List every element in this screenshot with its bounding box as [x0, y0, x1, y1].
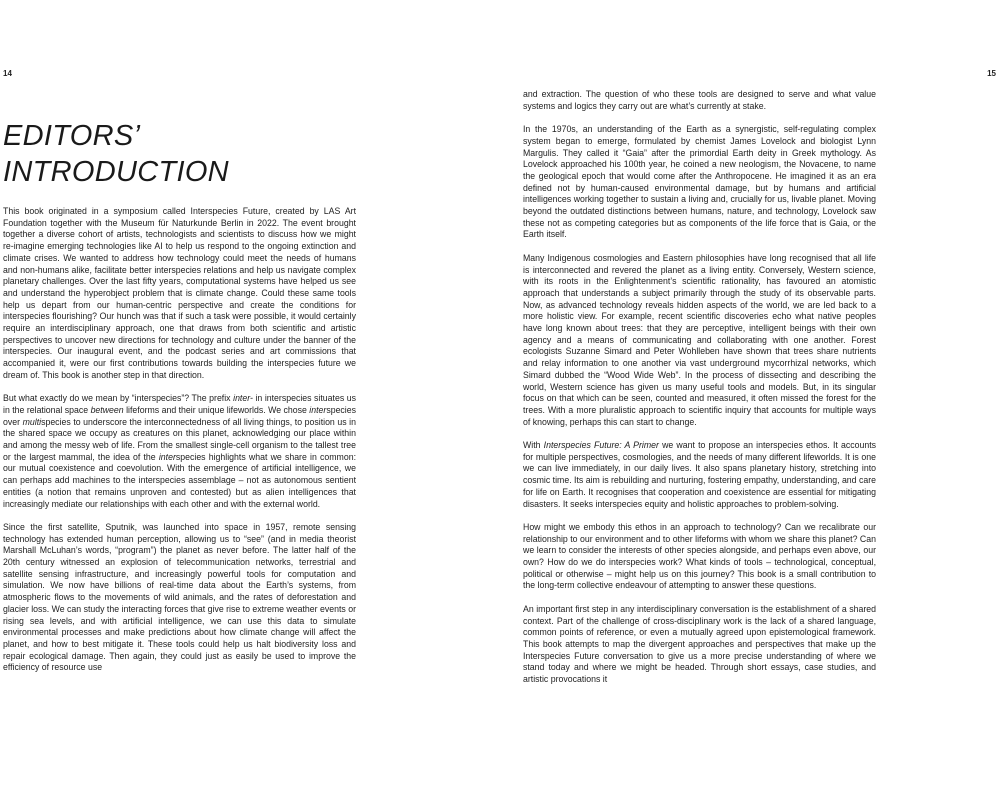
italic-text: inter	[158, 451, 176, 462]
paragraph: and extraction. The question of who these tools are designed to serve and what value systems and logics they carry out are what’s currently at stake.	[523, 89, 876, 111]
text-run: in interspecies situates us in the relational space	[3, 393, 357, 415]
text-run: species highlights what we share in common: our mutual coexistence and coevolution. With the emergence of artificial intelligence, we can perhaps add machines to the interspecies assemblage – not as autonomous sentient entities (a notion that remains unproven and contested) but as alien intelligences that increasingly mediate our relationships with each other and with the external world.	[3, 451, 357, 509]
text-run: But what exactly do we mean by “interspecies”? The prefix	[3, 393, 234, 404]
chapter-title	[3, 118, 229, 190]
page-number-left: 14	[3, 69, 12, 78]
paragraph: In the 1970s, an understanding of the Earth as a synergistic, self-regulating complex system began to emerge, formulated by chemist James Lovelock and biologist Lynn Margulis. They called it “Gaia” after the primordial Earth deity in Greek mythology. As Lovelock approached his 100th year, he coined a new neologism, the Novacene, to name the geological epoch that would come after the Anthropocene. He imagined it as an era defined not by human-caused environmental damage, but by humans and artificial intelligences working together to sustain a living and, crucially for us, livable planet. Moving beyond the outdated distinctions between humans, nature, and technology, Lovelock saw these not as competing categories but as components of the life force that is Gaia, or the Earth itself.	[523, 124, 876, 240]
paragraph: This book originated in a symposium called Interspecies Future, created by LAS Art Foundation together with the Museum für Naturkunde Berlin in 2022. The event brought together a diverse cohort of artists, technologists and scientists to discuss how we might re-imagine emerging technologies like AI to help us respond to the ongoing extinction and climate crises. We wanted to address how technology could meet the needs of humans and non-humans alike, facilitate better interspecies relations and help us navigate complex planetary challenges. Over the last fifty years, computational systems have helped us see and understand the hyperobject problem that is climate change. Could these same tools help us depart from our human-centric perspective and create the conditions for interspecies flourishing? Our hunch was that if such a task were possible, it would certainly require an interdisciplinary approach, one that draws from both scientific and artistic perspectives to uncover new directions for technology and culture under the banner of the interspecies. Our inaugural event, and the podcast series and art commissions that accompanied it, were our first contributions towards building the interspecies future we dream of. This book is another step in that direction.	[3, 206, 356, 380]
page-number-right: 15	[987, 69, 996, 78]
italic-text: between	[90, 404, 124, 415]
italic-text: multi	[22, 416, 42, 427]
text-run: species over	[3, 404, 356, 427]
paragraph: Many Indigenous cosmologies and Eastern philosophies have long recognised that all life is interconnected and revered the planet as a living entity. Conversely, Western science, with its roots in the Enlightenment’s scientific rationality, has favoured an atomistic approach that understands a subject primarily through the study of its observable parts. Now, as advanced technology reveals hidden aspects of the world, we are led back to a more holistic view. For example, recent scientific discoveries echo what native peoples have long known about trees: that they are perceptive, intelligent beings with their own agency and a means of communicating and collaborating with one another. Forest ecologists Suzanne Simard and Peter Wohlleben have shown that trees share nutrients and relay information to one another via vast underground mycorrhizal networks, which Simard dubbed the “Wood Wide Web”. In the process of dissecting and describing the world, Western science has given us many useful tools and models. But, in its singular focus on that which can be seen, counted and measured, it often missed the forest for the trees. With a more pluralistic approach to scientific inquiry that accounts for multiple ways of knowing, perhaps this can start to change.	[523, 252, 876, 427]
text-run: With	[523, 440, 544, 451]
chapter-title-line-2: INTRODUCTION	[3, 156, 229, 188]
paragraph	[523, 440, 876, 510]
italic-text: inter-	[233, 393, 253, 404]
left-page-column	[3, 206, 356, 674]
italic-text: inter	[309, 404, 327, 415]
text-run: species to underscore the interconnectedness of all living things, to position us in the shared space we occupy as creatures on this planet, acknowledging our place within and among the messy web of life. From the smallest single-cell organism to the tallest tree or the largest mammal, the idea of the	[3, 416, 356, 462]
right-page-column	[523, 89, 876, 686]
paragraph: How might we embody this ethos in an approach to technology? Can we recalibrate our relationship to our environment and to other lifeforms with whom we share this planet? Can we learn to consider the interests of other species alongside, and perhaps even above, our own? How do we do interspecies work? What kinds of tools – technological, conceptual, political or otherwise – might help us on this journey? This book is a small contribution to the long-term collective endeavour of attempting to answer these questions.	[523, 521, 876, 591]
paragraph: An important first step in any interdisciplinary conversation is the establishment of a shared context. Part of the challenge of cross-disciplinary work is the lack of a shared language, common points of reference, or even a mutually agreed upon epistemological framework. This book attempts to map the divergent approaches and perspectives that make up the Interspecies Future conversation to give us a more precise understanding of where we stand today and where we might be headed. Through short essays, case studies, and artistic provocations it	[523, 603, 876, 685]
text-run: lifeforms and their unique lifeworlds. We chose	[123, 404, 310, 415]
paragraph	[3, 393, 356, 510]
chapter-title-line-1: EDITORS’	[3, 120, 141, 152]
text-run: we want to propose an interspecies ethos. It accounts for multiple perspectives, cosmologies, and the needs of many different lifeworlds. It is one we can live immediately, in our daily lives. It also spans planetary history, stretching into cosmic time. Its aim is rebuilding and nurturing, fostering empathy, understanding, and care for life on Earth. It recognises that cooperation and coexistence are essential for mitigating disasters. It seeks interspecies equity and holistic approaches to problem-solving.	[523, 440, 877, 509]
italic-book-title: Interspecies Future: A Primer	[543, 440, 659, 451]
paragraph: Since the first satellite, Sputnik, was launched into space in 1957, remote sensing technology has extended human perception, allowing us to “see” (and in media theorist Marshall McLuhan’s words, “program”) the planet as never before. The latter half of the 20th century witnessed an explosion of telecommunication networks, terrestrial and satellite sensing infrastructure, and increasingly powerful tools for computation and simulation. We now have billions of real-time data about the Earth’s systems, from atmospheric flows to the movements of wild animals, and the rates of deforestation and glacier loss. We can study the interacting forces that give rise to extreme weather events or rising sea levels, and with artificial intelligence, we can use this data to simulate environmental processes and make predictions about how climate change will affect the planet, and how to best mitigate it. These tools could help us halt biodiversity loss and repair ecological damage. Then again, they could just as easily be used to improve the efficiency of resource use	[3, 521, 356, 673]
